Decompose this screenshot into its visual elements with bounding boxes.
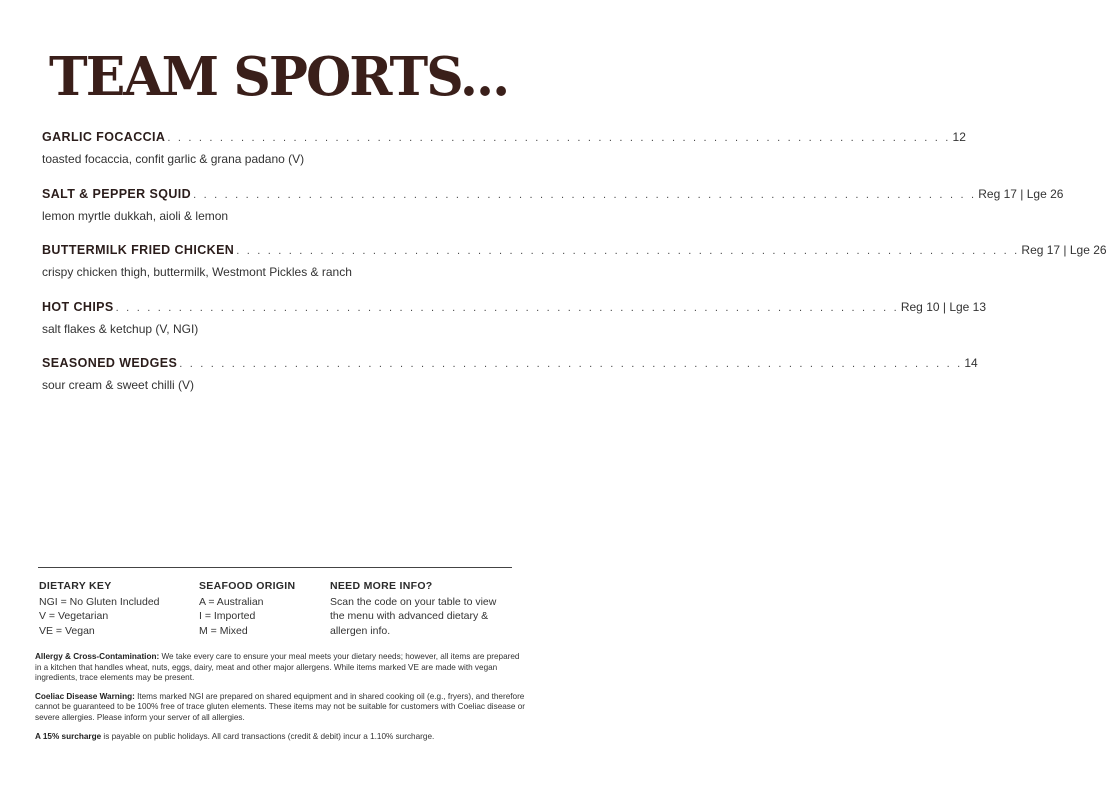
legend-section [39,579,519,641]
menu-item-name: HOT CHIPS [42,299,114,314]
disclaimer-notes [35,652,527,750]
menu-item-price: Reg 17 | Lge 26 [978,186,1064,201]
menu-item-name: GARLIC FOCACCIA [42,130,166,144]
seafood-origin-title: SEAFOOD ORIGIN [199,580,296,592]
menu-list [42,128,1107,411]
menu-item-header [42,298,987,317]
more-info-line: Scan the code on your table to view [330,595,497,608]
section-divider [38,567,512,568]
seafood-origin-line: M = Mixed [199,624,248,637]
dot-leader: . . . . . . . . . . . . . . . . . . . . . . . . . . . . . . . . . . . . . . . . . . . . . . . . . . . . . . . . . . . . . . . . . . . . . . . . . . . [179,358,963,370]
menu-item-price: 14 [964,356,978,370]
dot-leader: . . . . . . . . . . . . . . . . . . . . . . . . . . . . . . . . . . . . . . . . . . . . . . . . . . . . . . . . . . . . . . . . . . . . . . . . . . . [193,188,977,201]
coeliac-note [35,692,527,724]
allergy-note-label: Allergy & Cross-Contamination: [35,652,160,661]
menu-item-garlic-focaccia [42,128,966,185]
menu-item-description: crispy chicken thigh, buttermilk, Westmont Pickles & ranch [42,265,352,279]
dot-leader: . . . . . . . . . . . . . . . . . . . . . . . . . . . . . . . . . . . . . . . . . . . . . . . . . . . . . . . . . . . . . . . . . . . . . . . . . . . [236,245,1020,257]
coeliac-note-label: Coeliac Disease Warning: [35,691,135,701]
menu-item-price: 12 [952,130,966,144]
menu-item-salt-pepper-squid [42,185,1064,242]
dot-leader: . . . . . . . . . . . . . . . . . . . . . . . . . . . . . . . . . . . . . . . . . . . . . . . . . . . . . . . . . . . . . . . . . . . . . . . . . . . [167,132,951,144]
dietary-key-title: DIETARY KEY [39,580,112,592]
surcharge-note-text: is payable on public holidays. All card transactions (credit & debit) incur a 1.10% surcharge. [101,731,435,741]
allergy-note-text: We take every care to ensure your meal meets your dietary needs; however, all items are prepared in a kitchen that handles wheat, nuts, eggs, dairy, meat and other major allergens. While items marked VE are made with vegan ingredients, trace elements may be present. [35,652,520,683]
menu-item-name: SEASONED WEDGES [42,356,178,370]
dot-leader: . . . . . . . . . . . . . . . . . . . . . . . . . . . . . . . . . . . . . . . . . . . . . . . . . . . . . . . . . . . . . . . . . . . . . . . . . . . [115,301,899,314]
more-info [330,579,515,638]
seafood-origin-line: I = Imported [199,610,256,622]
menu-item-price: Reg 17 | Lge 26 [1021,243,1107,257]
dietary-key-line: NGI = No Gluten Included [39,595,160,608]
menu-item-description: lemon myrtle dukkah, aioli & lemon [42,208,229,223]
coeliac-note-text: Items marked NGI are prepared on shared equipment and in shared cooking oil (e.g., fryers), and therefore cannot be guaranteed to be 100% free of trace gluten elements. These items may not be suitable for customers with Coeliac disease or severe allergies. Please inform your server of all allergies. [35,691,526,722]
more-info-line: allergen info. [330,624,391,637]
surcharge-note [35,732,527,743]
menu-item-buttermilk-fried-chicken [42,241,1107,298]
seafood-origin [199,579,319,638]
menu-item-name: SALT & PEPPER SQUID [42,186,192,201]
menu-item-price: Reg 10 | Lge 13 [900,299,987,314]
page-title: TEAM SPORTS... [49,46,509,108]
dietary-key-line: VE = Vegan [39,624,95,637]
menu-item-description: toasted focaccia, confit garlic & grana padano (V) [42,152,305,166]
menu-item-header [42,128,966,147]
allergy-note [35,652,527,684]
menu-item-hot-chips [42,298,987,355]
more-info-title: NEED MORE INFO? [330,580,433,592]
menu-item-header [42,185,1064,204]
seafood-origin-line: A = Australian [199,595,264,608]
menu-item-header [42,241,1107,260]
dietary-key [39,579,189,638]
menu-item-description: salt flakes & ketchup (V, NGI) [42,321,199,336]
more-info-line: the menu with advanced dietary & [330,610,489,622]
menu-item-description: sour cream & sweet chilli (V) [42,378,195,392]
surcharge-note-label: A 15% surcharge [35,731,102,741]
menu-item-seasoned-wedges [42,354,978,411]
menu-item-header [42,354,978,373]
dietary-key-line: V = Vegetarian [39,610,109,622]
menu-item-name: BUTTERMILK FRIED CHICKEN [42,243,235,257]
